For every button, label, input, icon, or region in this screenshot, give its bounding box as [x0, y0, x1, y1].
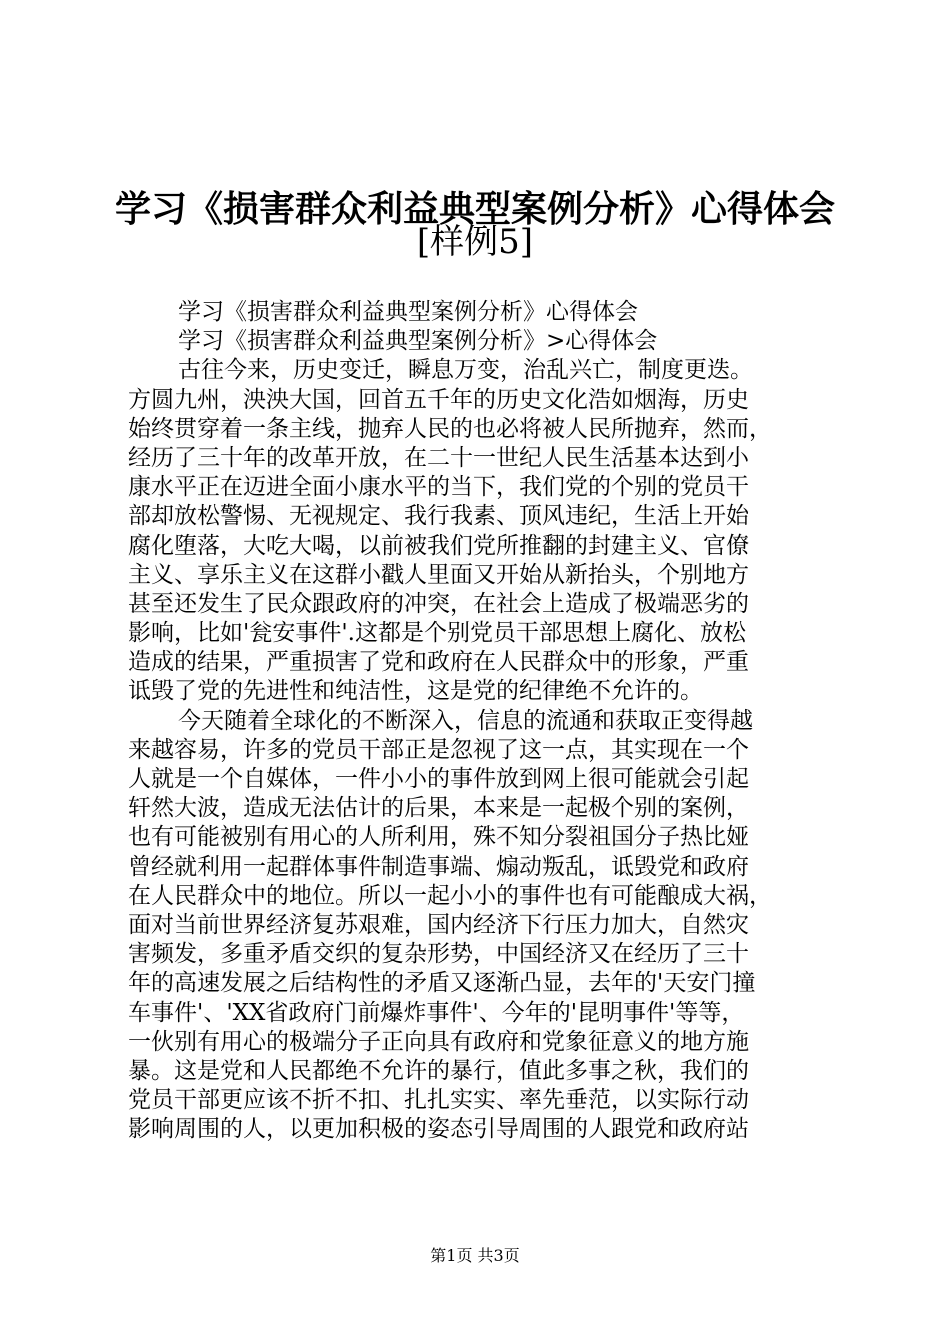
body-line: 来越容易，许多的党员干部正是忽视了这一点，其实现在一个	[128, 736, 749, 763]
body-line: 康水平正在迈进全面小康水平的当下，我们党的个别的党员干	[128, 474, 749, 501]
body-line: 一伙别有用心的极端分子正向具有政府和党象征意义的地方施	[128, 1028, 749, 1055]
body-line: 面对当前世界经济复苏艰难，国内经济下行压力加大，自然灾	[128, 911, 749, 938]
body-line: 今天随着全球化的不断深入，信息的流通和获取正变得越	[178, 707, 753, 734]
body-line: 害频发，多重矛盾交织的复杂形势，中国经济又在经历了三十	[128, 941, 749, 968]
body-line: 主义、享乐主义在这群小戳人里面又开始从新抬头，个别地方	[128, 561, 749, 588]
body-line: 暴。这是党和人民都绝不允许的暴行，值此多事之秋，我们的	[128, 1057, 749, 1084]
body-line: 影响，比如'瓮安事件'.这都是个别党员干部思想上腐化、放松	[128, 620, 746, 647]
body-line: 造成的结果，严重损害了党和政府在人民群众中的形象，严重	[128, 649, 749, 676]
body-line: 古往今来，历史变迁，瞬息万变，治乱兴亡，制度更迭。	[178, 357, 753, 384]
body-line: 经历了三十年的改革开放，在二十一世纪人民生活基本达到小	[128, 444, 749, 471]
body-line: 车事件'、'XX省政府门前爆炸事件'、今年的'昆明事件'等等，	[128, 999, 745, 1026]
body-line: 影响周围的人，以更加积极的姿态引导周围的人跟党和政府站	[128, 1116, 749, 1143]
body-line: 方圆九州，泱泱大国，回首五千年的历史文化浩如烟海，历史	[128, 386, 749, 413]
body-line: 曾经就利用一起群体事件制造事端、煽动叛乱，诋毁党和政府	[128, 853, 749, 880]
body-line: 人就是一个自媒体，一件小小的事件放到网上很可能就会引起	[128, 766, 749, 792]
document-body	[128, 298, 832, 1144]
body-line: 诋毁了党的先进性和纯洁性，这是党的纪律绝不允许的。	[128, 678, 703, 705]
body-line: 轩然大波，造成无法估计的后果，本来是一起极个别的案例，	[128, 795, 749, 822]
body-line: 学习《损害群众利益典型案例分析》心得体会	[178, 299, 638, 325]
body-line: 甚至还发生了民众跟政府的冲突，在社会上造成了极端恶劣的	[128, 590, 749, 617]
body-line: 部却放松警惕、无视规定、我行我素、顶风违纪，生活上开始	[128, 503, 749, 530]
body-line: 学习《损害群众利益典型案例分析》>心得体会	[178, 328, 658, 355]
document-subtitle: [样例5]	[416, 222, 534, 262]
body-line: 在人民群众中的地位。所以一起小小的事件也有可能酿成大祸，	[128, 882, 772, 909]
body-line: 始终贯穿着一条主线，抛弃人民的也必将被人民所抛弃，然而，	[128, 415, 772, 442]
body-line: 党员干部更应该不折不扣、扎扎实实、率先垂范，以实际行动	[128, 1087, 749, 1114]
page-footer: 第1页 共3页	[430, 1246, 520, 1265]
body-line: 也有可能被别有用心的人所利用，殊不知分裂祖国分子热比娅	[128, 824, 749, 851]
document-title: 学习《损害群众利益典型案例分析》心得体会	[114, 189, 835, 230]
body-line: 年的高速发展之后结构性的矛盾又逐渐凸显，去年的'天安门撞	[128, 970, 756, 997]
body-line: 腐化堕落，大吃大喝，以前被我们党所推翻的封建主义、官僚	[128, 532, 749, 559]
